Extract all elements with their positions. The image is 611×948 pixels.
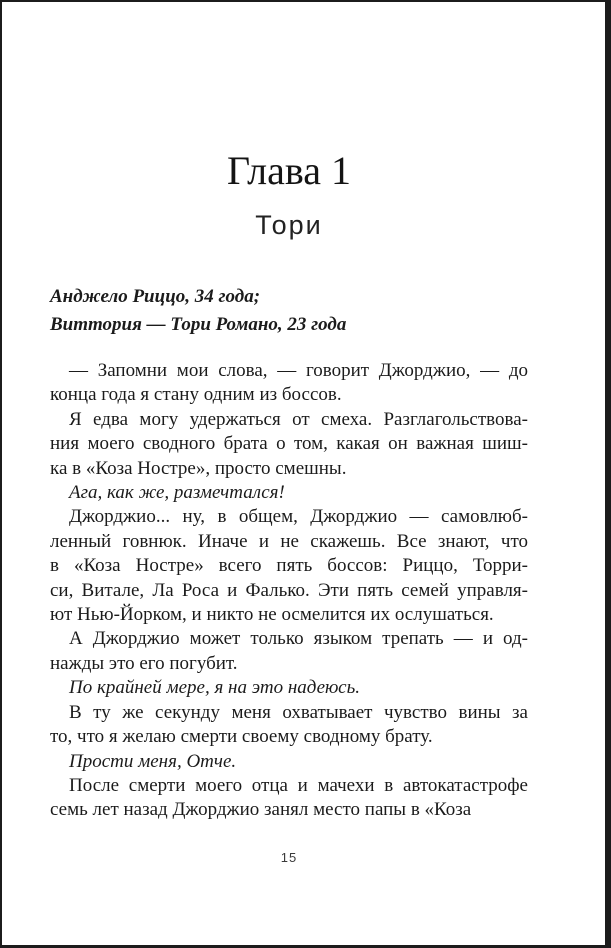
paragraph [50,750,528,774]
chapter-subtitle: Тори [255,210,323,240]
text-line: нажды это его погубит. [50,652,238,674]
book-page [2,2,605,945]
epigraph [50,283,528,339]
text-line: конца года я стану одним из боссов. [50,384,342,406]
epigraph-line: Анджело Риццо, 34 года; [50,286,261,307]
text-line: По крайней мере, я на это надеюсь. [69,677,360,699]
paragraph [50,408,528,481]
paragraph [50,774,528,823]
text-line: ленный говнюк. Иначе и не скажешь. Все знают, что [50,530,528,552]
paragraph [50,701,528,750]
text-line: ния моего сводного брата о том, какая он важная шиш- [50,433,528,455]
text-line: Прости меня, Отче. [69,750,237,772]
text-line: ют Нью-Йорком, и никто не осмелится их ослушаться. [50,604,494,626]
text-line: А Джорджио может только языком трепать — и од- [69,628,528,650]
text-line: си, Витале, Ла Роса и Фалько. Эти пять семей управля- [50,579,528,601]
paragraph [50,359,528,408]
text-line: то, что я желаю смерти своему сводному брату. [50,726,433,748]
text-line: В ту же секунду меня охватывает чувство вины за [69,701,528,723]
paragraph [50,627,528,676]
text-line: Ага, как же, размечтался! [69,482,285,504]
text-line: ка в «Коза Ностре», просто смешны. [50,457,347,479]
text-line: в «Коза Ностре» всего пять боссов: Риццо, Торри- [50,555,528,577]
text-line: семь лет назад Джорджио занял место папы в «Коза [50,799,472,821]
paragraph [50,676,528,700]
paragraph [50,481,528,505]
epigraph-line: Виттория — Тори Романо, 23 года [50,314,347,335]
text-line: Я едва могу удержаться от смеха. Разглагольствова- [69,408,528,430]
text-line: — Запомни мои слова, — говорит Джорджио, — до [69,360,528,381]
body-text [50,359,528,823]
chapter-title: Глава 1 [227,148,351,193]
page-number: 15 [280,850,298,865]
paragraph [50,505,528,627]
text-line: После смерти моего отца и мачехи в автокатастрофе [69,774,528,796]
text-line: Джорджио... ну, в общем, Джорджио — самовлюб- [69,506,528,528]
